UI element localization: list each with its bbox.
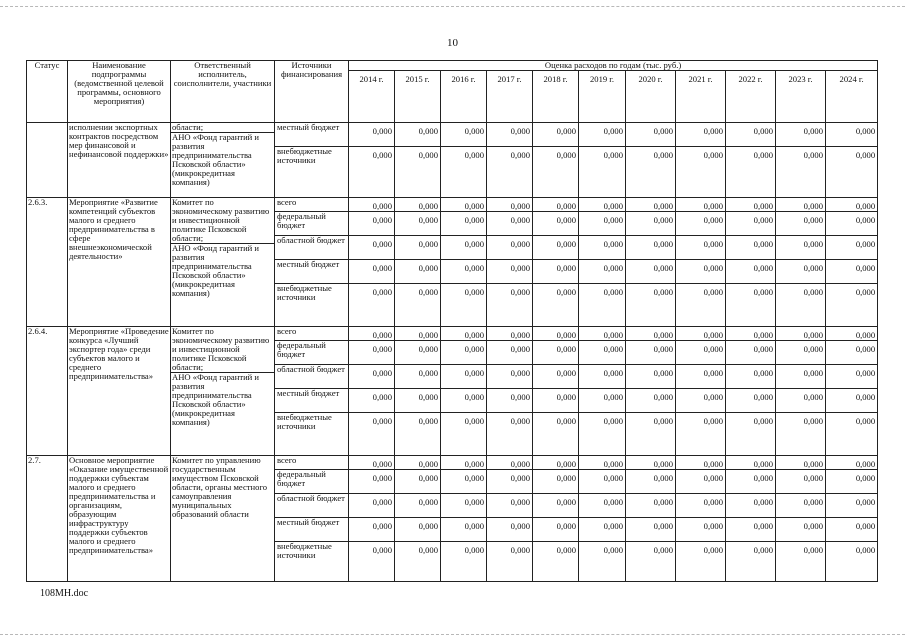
- name-cell: Мероприятие «Проведение конкурса «Лучший экспортер года» среди субъектов малого и среднего предпринимательства»: [68, 327, 171, 456]
- value-cell: 0,000: [579, 470, 626, 494]
- value-cell: 0,000: [395, 123, 441, 147]
- value-cell: 0,000: [579, 236, 626, 260]
- value-cell: 0,000: [726, 494, 776, 518]
- value-cell: 0,000: [579, 198, 626, 212]
- value-cell: 0,000: [579, 284, 626, 327]
- value-cell: 0,000: [776, 413, 826, 456]
- value-cell: 0,000: [441, 284, 487, 327]
- value-cell: 0,000: [487, 494, 533, 518]
- value-cell: 0,000: [533, 365, 579, 389]
- value-cell: 0,000: [726, 413, 776, 456]
- value-cell: 0,000: [441, 236, 487, 260]
- name-cell: исполнении экспортных контрактов посредством мер финансовой и нефинансовой поддержки»: [68, 123, 171, 198]
- value-cell: 0,000: [776, 389, 826, 413]
- value-cell: 0,000: [676, 198, 726, 212]
- responsible-cell: [171, 456, 275, 582]
- value-cell: 0,000: [579, 123, 626, 147]
- value-cell: 0,000: [579, 413, 626, 456]
- value-cell: 0,000: [626, 341, 676, 365]
- value-cell: 0,000: [776, 123, 826, 147]
- value-cell: 0,000: [826, 284, 878, 327]
- value-cell: 0,000: [349, 341, 395, 365]
- value-cell: 0,000: [533, 236, 579, 260]
- value-cell: 0,000: [533, 389, 579, 413]
- value-cell: 0,000: [676, 413, 726, 456]
- value-cell: 0,000: [826, 123, 878, 147]
- header-year: 2017 г.: [487, 71, 533, 123]
- value-cell: 0,000: [676, 212, 726, 236]
- value-cell: 0,000: [579, 147, 626, 198]
- source-cell: областной бюджет: [275, 236, 349, 260]
- value-cell: 0,000: [487, 260, 533, 284]
- responsible-part: АНО «Фонд гарантий и развития предпринимательства Псковской области» (микрокредитная компания): [171, 243, 274, 298]
- value-cell: 0,000: [441, 341, 487, 365]
- value-cell: 0,000: [776, 236, 826, 260]
- value-cell: 0,000: [826, 341, 878, 365]
- value-cell: 0,000: [349, 284, 395, 327]
- value-cell: 0,000: [533, 494, 579, 518]
- value-cell: 0,000: [726, 389, 776, 413]
- value-cell: 0,000: [626, 236, 676, 260]
- value-cell: 0,000: [441, 518, 487, 542]
- value-cell: 0,000: [533, 413, 579, 456]
- header-year: 2020 г.: [626, 71, 676, 123]
- value-cell: 0,000: [533, 212, 579, 236]
- value-cell: 0,000: [441, 212, 487, 236]
- value-cell: 0,000: [776, 494, 826, 518]
- value-cell: 0,000: [579, 365, 626, 389]
- value-cell: 0,000: [395, 147, 441, 198]
- responsible-part: АНО «Фонд гарантий и развития предпринимательства Псковской области» (микрокредитная компания): [171, 372, 274, 427]
- value-cell: 0,000: [533, 542, 579, 582]
- value-cell: 0,000: [626, 413, 676, 456]
- value-cell: 0,000: [579, 327, 626, 341]
- value-cell: 0,000: [579, 494, 626, 518]
- value-cell: 0,000: [395, 260, 441, 284]
- page-number: 10: [447, 37, 458, 49]
- value-cell: 0,000: [726, 198, 776, 212]
- value-cell: 0,000: [487, 198, 533, 212]
- value-cell: 0,000: [487, 542, 533, 582]
- value-cell: 0,000: [676, 147, 726, 198]
- value-cell: 0,000: [349, 542, 395, 582]
- value-cell: 0,000: [533, 198, 579, 212]
- value-cell: 0,000: [676, 518, 726, 542]
- value-cell: 0,000: [776, 198, 826, 212]
- value-cell: 0,000: [726, 542, 776, 582]
- table-row: [27, 327, 878, 341]
- value-cell: 0,000: [626, 470, 676, 494]
- value-cell: 0,000: [441, 456, 487, 470]
- value-cell: 0,000: [441, 198, 487, 212]
- value-cell: 0,000: [776, 284, 826, 327]
- value-cell: 0,000: [579, 518, 626, 542]
- value-cell: 0,000: [487, 327, 533, 341]
- value-cell: 0,000: [349, 518, 395, 542]
- value-cell: 0,000: [626, 123, 676, 147]
- value-cell: 0,000: [441, 470, 487, 494]
- value-cell: 0,000: [533, 456, 579, 470]
- value-cell: 0,000: [676, 236, 726, 260]
- value-cell: 0,000: [349, 494, 395, 518]
- value-cell: 0,000: [441, 147, 487, 198]
- value-cell: 0,000: [826, 470, 878, 494]
- header-estimate: Оценка расходов по годам (тыс. руб.): [349, 61, 878, 71]
- responsible-part: Комитет по экономическому развитию и инвестиционной политике Псковской области;: [172, 197, 270, 243]
- source-cell: федеральный бюджет: [275, 341, 349, 365]
- value-cell: 0,000: [349, 365, 395, 389]
- value-cell: 0,000: [726, 365, 776, 389]
- responsible-cell: [171, 327, 275, 456]
- source-cell: всего: [275, 456, 349, 470]
- value-cell: 0,000: [676, 123, 726, 147]
- value-cell: 0,000: [395, 341, 441, 365]
- value-cell: 0,000: [626, 365, 676, 389]
- value-cell: 0,000: [726, 123, 776, 147]
- header-name: Наименование подпрограммы (ведомственной целевой программы, основного мероприятия): [68, 61, 171, 123]
- status-cell: [27, 123, 68, 198]
- status-cell: 2.7.: [27, 456, 68, 582]
- value-cell: 0,000: [487, 123, 533, 147]
- value-cell: 0,000: [441, 413, 487, 456]
- status-cell: 2.6.3.: [27, 198, 68, 327]
- value-cell: 0,000: [776, 542, 826, 582]
- responsible-part: области;: [172, 122, 204, 132]
- name-cell: Основное мероприятие «Оказание имущественной поддержки субъектам малого и среднего предпринимательства и организациям, образующим инфраструктуру поддержки субъектов малого и среднего предпринимательства»: [68, 456, 171, 582]
- source-cell: местный бюджет: [275, 518, 349, 542]
- value-cell: 0,000: [826, 456, 878, 470]
- value-cell: 0,000: [676, 470, 726, 494]
- header-year: 2019 г.: [579, 71, 626, 123]
- source-cell: всего: [275, 327, 349, 341]
- value-cell: 0,000: [626, 284, 676, 327]
- value-cell: 0,000: [395, 456, 441, 470]
- value-cell: 0,000: [626, 327, 676, 341]
- source-cell: областной бюджет: [275, 494, 349, 518]
- value-cell: 0,000: [776, 470, 826, 494]
- value-cell: 0,000: [441, 389, 487, 413]
- page-bottom-edge: [0, 634, 905, 635]
- value-cell: 0,000: [626, 542, 676, 582]
- value-cell: 0,000: [441, 260, 487, 284]
- value-cell: 0,000: [395, 212, 441, 236]
- value-cell: 0,000: [533, 147, 579, 198]
- source-cell: внебюджетные источники: [275, 413, 349, 456]
- value-cell: 0,000: [626, 494, 676, 518]
- value-cell: 0,000: [349, 147, 395, 198]
- value-cell: 0,000: [726, 327, 776, 341]
- header-year: 2023 г.: [776, 71, 826, 123]
- value-cell: 0,000: [395, 389, 441, 413]
- value-cell: 0,000: [487, 236, 533, 260]
- value-cell: 0,000: [826, 147, 878, 198]
- value-cell: 0,000: [626, 147, 676, 198]
- value-cell: 0,000: [349, 212, 395, 236]
- source-cell: местный бюджет: [275, 260, 349, 284]
- value-cell: 0,000: [395, 413, 441, 456]
- value-cell: 0,000: [776, 341, 826, 365]
- value-cell: 0,000: [579, 260, 626, 284]
- value-cell: 0,000: [826, 365, 878, 389]
- value-cell: 0,000: [726, 456, 776, 470]
- value-cell: 0,000: [349, 456, 395, 470]
- value-cell: 0,000: [441, 327, 487, 341]
- value-cell: 0,000: [533, 470, 579, 494]
- responsible-part: АНО «Фонд гарантий и развития предпринимательства Псковской области» (микрокредитная компания): [171, 132, 274, 187]
- budget-table: [26, 60, 878, 582]
- value-cell: 0,000: [726, 518, 776, 542]
- value-cell: 0,000: [395, 236, 441, 260]
- value-cell: 0,000: [395, 284, 441, 327]
- header-sources: Источники финансирования: [275, 61, 349, 123]
- header-year: 2018 г.: [533, 71, 579, 123]
- responsible-cell: [171, 198, 275, 327]
- value-cell: 0,000: [826, 212, 878, 236]
- value-cell: 0,000: [726, 212, 776, 236]
- value-cell: 0,000: [676, 389, 726, 413]
- value-cell: 0,000: [349, 236, 395, 260]
- value-cell: 0,000: [776, 212, 826, 236]
- value-cell: 0,000: [349, 470, 395, 494]
- responsible-part: Комитет по управлению государственным имуществом Псковской области, органы местного самоуправления муниципальных образований области: [172, 455, 268, 519]
- source-cell: внебюджетные источники: [275, 542, 349, 582]
- file-name: 108МН.doc: [40, 588, 89, 599]
- value-cell: 0,000: [676, 341, 726, 365]
- value-cell: 0,000: [676, 365, 726, 389]
- value-cell: 0,000: [533, 123, 579, 147]
- value-cell: 0,000: [487, 147, 533, 198]
- source-cell: внебюджетные источники: [275, 284, 349, 327]
- name-cell: Мероприятие «Развитие компетенций субъектов малого и среднего предпринимательства в сфере внешнеэкономической деятельности»: [68, 198, 171, 327]
- value-cell: 0,000: [626, 260, 676, 284]
- value-cell: 0,000: [579, 456, 626, 470]
- value-cell: 0,000: [395, 327, 441, 341]
- value-cell: 0,000: [395, 470, 441, 494]
- value-cell: 0,000: [533, 518, 579, 542]
- value-cell: 0,000: [349, 198, 395, 212]
- table-row: [27, 456, 878, 470]
- table-row: [27, 123, 878, 147]
- value-cell: 0,000: [579, 341, 626, 365]
- header-year: 2021 г.: [676, 71, 726, 123]
- source-cell: местный бюджет: [275, 389, 349, 413]
- responsible-cell: [171, 123, 275, 198]
- header-year: 2024 г.: [826, 71, 878, 123]
- value-cell: 0,000: [826, 327, 878, 341]
- value-cell: 0,000: [776, 365, 826, 389]
- source-cell: внебюджетные источники: [275, 147, 349, 198]
- status-cell: 2.6.4.: [27, 327, 68, 456]
- table-row: [27, 198, 878, 212]
- value-cell: 0,000: [726, 341, 776, 365]
- header-year: 2014 г.: [349, 71, 395, 123]
- value-cell: 0,000: [487, 456, 533, 470]
- value-cell: 0,000: [776, 518, 826, 542]
- page-top-edge: [0, 6, 905, 7]
- header-status: Статус: [27, 61, 68, 123]
- value-cell: 0,000: [487, 518, 533, 542]
- value-cell: 0,000: [726, 147, 776, 198]
- value-cell: 0,000: [676, 494, 726, 518]
- value-cell: 0,000: [676, 260, 726, 284]
- source-cell: федеральный бюджет: [275, 470, 349, 494]
- value-cell: 0,000: [826, 518, 878, 542]
- value-cell: 0,000: [826, 260, 878, 284]
- value-cell: 0,000: [487, 413, 533, 456]
- value-cell: 0,000: [776, 147, 826, 198]
- source-cell: всего: [275, 198, 349, 212]
- value-cell: 0,000: [726, 284, 776, 327]
- value-cell: 0,000: [776, 327, 826, 341]
- value-cell: 0,000: [441, 542, 487, 582]
- value-cell: 0,000: [626, 518, 676, 542]
- value-cell: 0,000: [626, 212, 676, 236]
- value-cell: 0,000: [676, 284, 726, 327]
- value-cell: 0,000: [826, 413, 878, 456]
- value-cell: 0,000: [487, 341, 533, 365]
- value-cell: 0,000: [487, 389, 533, 413]
- value-cell: 0,000: [395, 542, 441, 582]
- value-cell: 0,000: [726, 236, 776, 260]
- value-cell: 0,000: [726, 260, 776, 284]
- value-cell: 0,000: [533, 341, 579, 365]
- value-cell: 0,000: [676, 542, 726, 582]
- value-cell: 0,000: [826, 494, 878, 518]
- value-cell: 0,000: [349, 389, 395, 413]
- value-cell: 0,000: [826, 198, 878, 212]
- value-cell: 0,000: [441, 494, 487, 518]
- value-cell: 0,000: [726, 470, 776, 494]
- source-cell: федеральный бюджет: [275, 212, 349, 236]
- value-cell: 0,000: [441, 123, 487, 147]
- value-cell: 0,000: [676, 327, 726, 341]
- value-cell: 0,000: [579, 389, 626, 413]
- header-year: 2015 г.: [395, 71, 441, 123]
- value-cell: 0,000: [776, 260, 826, 284]
- value-cell: 0,000: [826, 236, 878, 260]
- value-cell: 0,000: [395, 198, 441, 212]
- value-cell: 0,000: [626, 389, 676, 413]
- value-cell: 0,000: [826, 542, 878, 582]
- value-cell: 0,000: [776, 456, 826, 470]
- value-cell: 0,000: [826, 389, 878, 413]
- value-cell: 0,000: [579, 542, 626, 582]
- value-cell: 0,000: [533, 260, 579, 284]
- source-cell: местный бюджет: [275, 123, 349, 147]
- value-cell: 0,000: [626, 198, 676, 212]
- value-cell: 0,000: [626, 456, 676, 470]
- responsible-part: Комитет по экономическому развитию и инвестиционной политике Псковской области;: [172, 326, 270, 372]
- value-cell: 0,000: [487, 212, 533, 236]
- value-cell: 0,000: [349, 260, 395, 284]
- value-cell: 0,000: [395, 518, 441, 542]
- header-year: 2022 г.: [726, 71, 776, 123]
- value-cell: 0,000: [533, 284, 579, 327]
- header-responsible: Ответственный исполнитель, соисполнители, участники: [171, 61, 275, 123]
- value-cell: 0,000: [487, 470, 533, 494]
- value-cell: 0,000: [349, 327, 395, 341]
- value-cell: 0,000: [395, 365, 441, 389]
- value-cell: 0,000: [349, 123, 395, 147]
- value-cell: 0,000: [676, 456, 726, 470]
- source-cell: областной бюджет: [275, 365, 349, 389]
- value-cell: 0,000: [533, 327, 579, 341]
- value-cell: 0,000: [395, 494, 441, 518]
- value-cell: 0,000: [441, 365, 487, 389]
- header-year: 2016 г.: [441, 71, 487, 123]
- value-cell: 0,000: [349, 413, 395, 456]
- value-cell: 0,000: [487, 284, 533, 327]
- value-cell: 0,000: [487, 365, 533, 389]
- value-cell: 0,000: [579, 212, 626, 236]
